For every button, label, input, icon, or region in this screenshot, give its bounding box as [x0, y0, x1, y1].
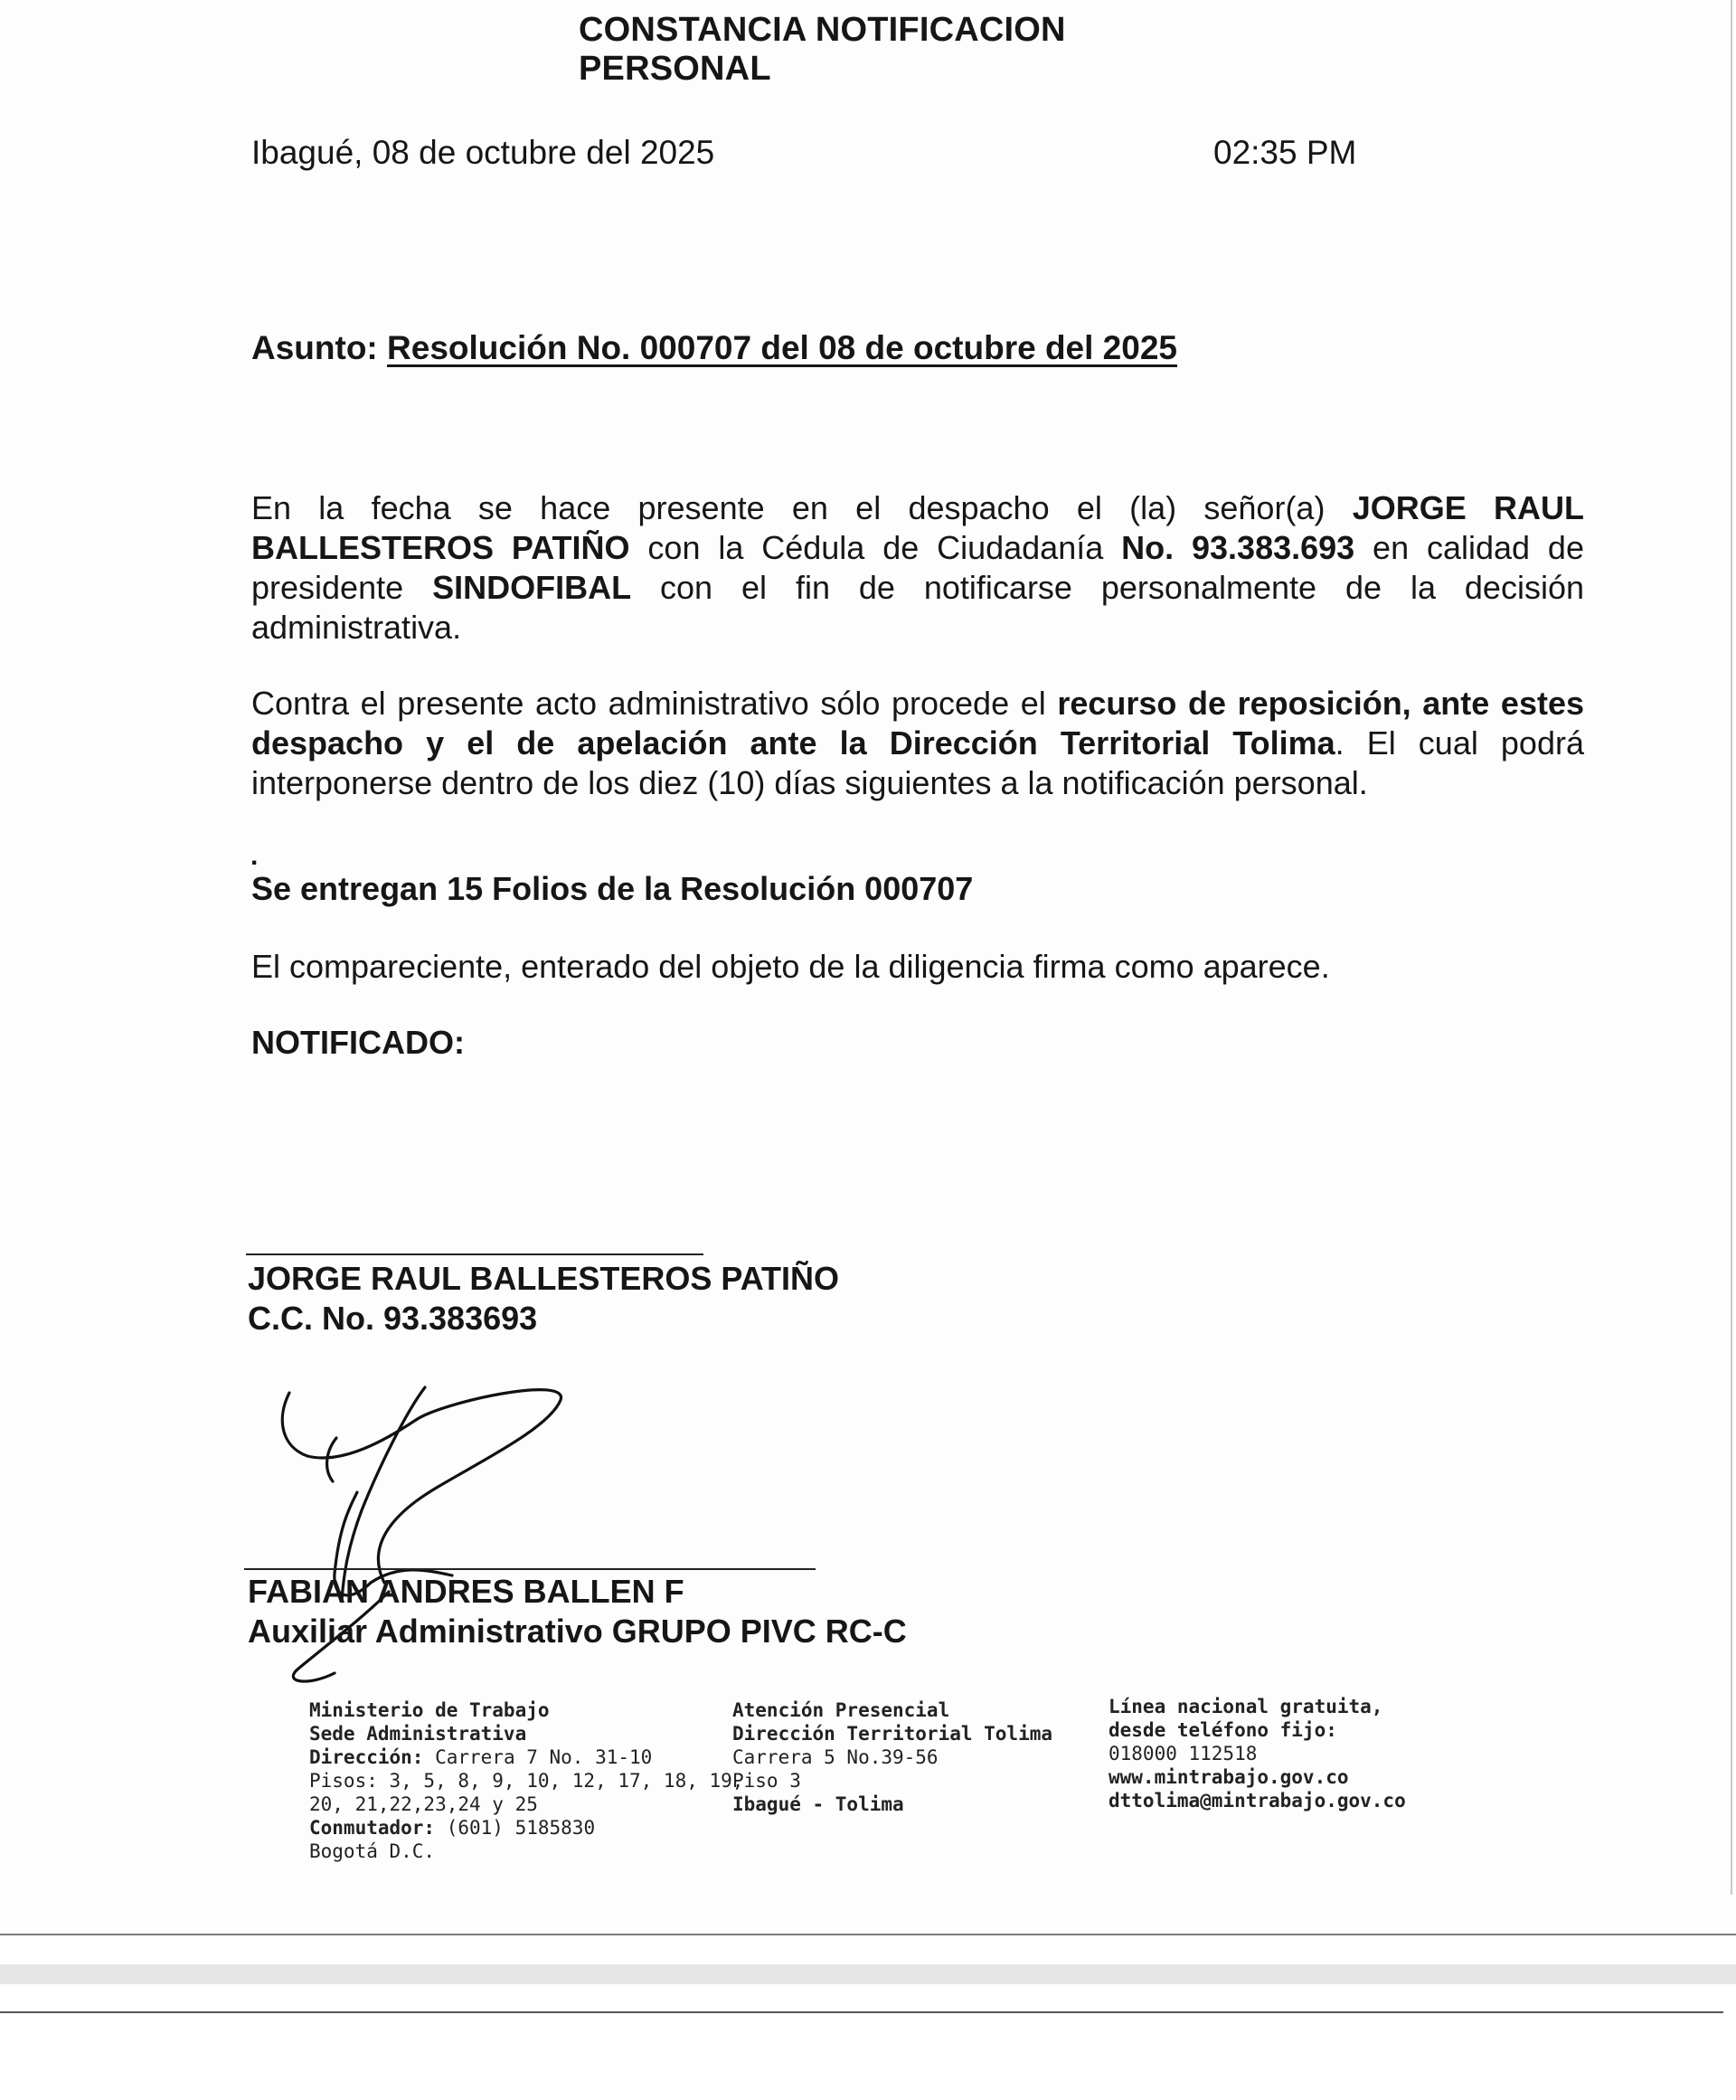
page-bottom-area	[0, 1926, 1736, 2100]
bottom-rule-1	[0, 1934, 1736, 1935]
footer-contact-number: 018000 112518	[1109, 1743, 1258, 1764]
subject-label: Asunto:	[251, 329, 378, 366]
footer-ministry-city: Bogotá D.C.	[309, 1840, 436, 1862]
p1-org: SINDOFIBAL	[432, 569, 632, 606]
notificado-label: NOTIFICADO:	[251, 1024, 465, 1061]
footer-contact-web: www.mintrabajo.gov.co	[1109, 1766, 1349, 1788]
footer-ministry-floors-2: 20, 21,22,23,24 y 25	[309, 1793, 538, 1815]
footer-ministry-sede: Sede Administrativa	[309, 1723, 527, 1745]
p1-text-4: con el fin de notificarse personalmente de la decisión administrativa.	[251, 569, 1584, 646]
footer-ministry-phone	[309, 1816, 743, 1840]
footer-attention-title: Atención Presencial	[732, 1699, 950, 1721]
paragraph-presence	[251, 488, 1584, 648]
footer-attention	[732, 1698, 1052, 1816]
phone-label: Conmutador:	[309, 1817, 436, 1839]
footer-ministry-address	[309, 1745, 743, 1769]
p1-name: JORGE RAUL BALLESTEROS PATIÑO	[251, 489, 1584, 566]
footer-ministry-name: Ministerio de Trabajo	[309, 1699, 550, 1721]
notified-signature-line	[246, 1253, 703, 1255]
p1-text-1: En la fecha se hace presente en el despacho el (la) señor(a)	[251, 489, 1353, 526]
notified-name: JORGE RAUL BALLESTEROS PATIÑO	[248, 1260, 840, 1297]
footer-contact	[1109, 1695, 1406, 1812]
footer-contact-line: Línea nacional gratuita,	[1109, 1696, 1383, 1717]
footer-attention-city: Ibagué - Tolima	[732, 1793, 904, 1815]
notified-cc: C.C. No. 93.383693	[248, 1300, 538, 1337]
bottom-rule-2	[0, 2011, 1723, 2013]
phone-value: (601) 5185830	[435, 1817, 596, 1839]
official-role: Auxiliar Administrativo GRUPO PIVC RC-C	[248, 1613, 907, 1650]
notified-block	[248, 1259, 839, 1339]
p1-id: No. 93.383.693	[1121, 529, 1355, 566]
p1-text-3: en calidad de presidente	[251, 529, 1584, 606]
page-separator-band	[0, 1964, 1736, 1984]
footer-attention-office: Dirección Territorial Tolima	[732, 1723, 1053, 1745]
p2-text-2: . El cual podrá interponerse dentro de los diez (10) días siguientes a la notificación personal.	[251, 724, 1584, 801]
footer-contact-fixed: desde teléfono fijo:	[1109, 1719, 1337, 1741]
folios-line: Se entregan 15 Folios de la Resolución 000707	[251, 870, 974, 907]
compareciente-line: El compareciente, enterado del objeto de la diligencia firma como aparece.	[251, 948, 1330, 985]
official-name: FABIAN ANDRES BALLEN F	[248, 1573, 684, 1610]
stray-dot: .	[250, 841, 259, 871]
footer-ministry-floors-1: Pisos: 3, 5, 8, 9, 10, 12, 17, 18, 19,	[309, 1770, 744, 1792]
time: 02:35 PM	[1213, 134, 1357, 171]
place-date: Ibagué, 08 de octubre del 2025	[251, 134, 715, 171]
paragraph-recourse	[251, 684, 1584, 803]
document-title: CONSTANCIA NOTIFICACION PERSONAL	[579, 11, 1066, 88]
address-value: Carrera 7 No. 31-10	[423, 1746, 653, 1768]
official-signature-line	[244, 1568, 816, 1570]
official-block	[248, 1572, 907, 1651]
subject-line	[251, 329, 1177, 367]
page-edge	[1731, 0, 1732, 1895]
footer-attention-floor: Piso 3	[732, 1770, 801, 1792]
subject-value: Resolución No. 000707 del 08 de octubre del 2025	[387, 329, 1177, 366]
p1-text-2: con la Cédula de Ciudadanía	[629, 529, 1122, 566]
p2-text-1: Contra el presente acto administrativo sólo procede el	[251, 685, 1058, 722]
footer-attention-address: Carrera 5 No.39-56	[732, 1746, 939, 1768]
footer-ministry	[309, 1698, 743, 1863]
footer-contact-email: dttolima@mintrabajo.gov.co	[1109, 1790, 1406, 1811]
address-label: Dirección:	[309, 1746, 424, 1768]
p2-bold: recurso de reposición, ante estes despacho y el de apelación ante la Dirección Territorial Tolima	[251, 685, 1584, 761]
